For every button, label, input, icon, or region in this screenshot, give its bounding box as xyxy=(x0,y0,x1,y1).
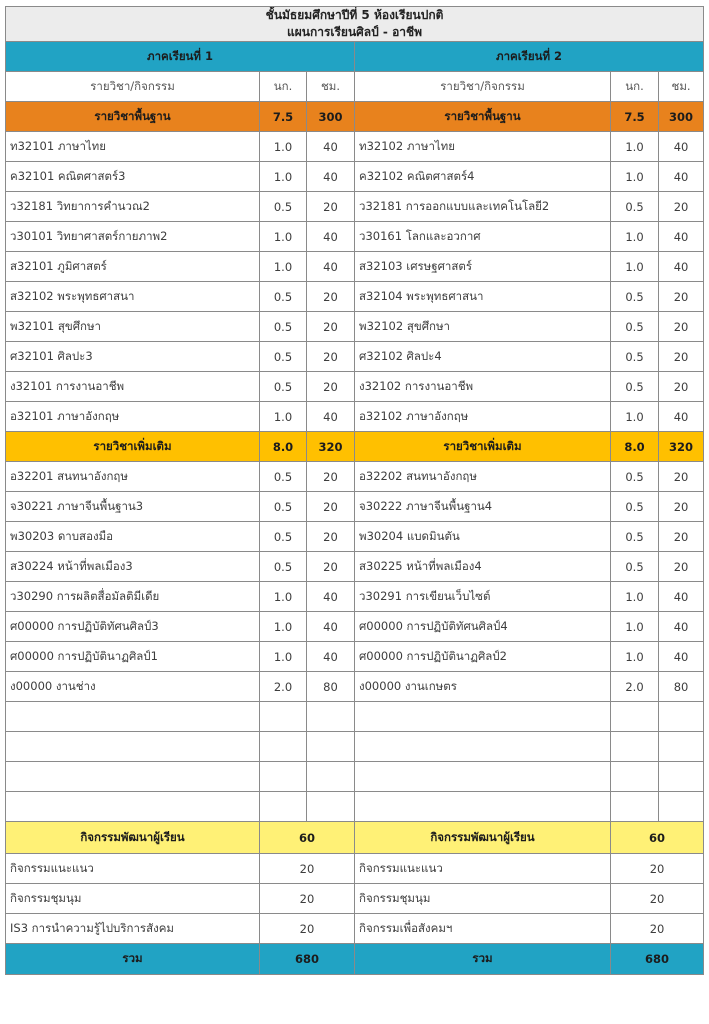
subject-credit: 1.0 xyxy=(611,132,659,162)
subject-hours: 20 xyxy=(307,552,355,582)
empty-cell xyxy=(307,762,355,792)
subject-name: ส32103 เศรษฐศาสตร์ xyxy=(355,252,611,282)
subject-hours: 20 xyxy=(659,552,704,582)
activity-label: กิจกรรมพัฒนาผู้เรียน xyxy=(6,822,260,854)
subject-credit: 0.5 xyxy=(260,312,307,342)
subject-hours: 20 xyxy=(659,522,704,552)
subject-name: ศ00000 การปฏิบัติทัศนศิลป์3 xyxy=(6,612,260,642)
subject-name: ว30291 การเขียนเว็บไซต์ xyxy=(355,582,611,612)
subject-name: พ30204 แบดมินตัน xyxy=(355,522,611,552)
empty-cell xyxy=(307,732,355,762)
empty-cell xyxy=(6,702,260,732)
subject-hours: 40 xyxy=(307,132,355,162)
extra-subject-row xyxy=(6,642,704,672)
empty-rows-body xyxy=(6,702,704,822)
subject-credit: 0.5 xyxy=(260,342,307,372)
table-title-row xyxy=(6,7,704,42)
basic-subject-row xyxy=(6,342,704,372)
subject-credit: 1.0 xyxy=(260,252,307,282)
subject-name: อ32202 สนทนาอังกฤษ xyxy=(355,462,611,492)
subject-name: ว30101 วิทยาศาสตร์กายภาพ2 xyxy=(6,222,260,252)
basic-subjects-label: รายวิชาพื้นฐาน xyxy=(355,102,611,132)
empty-cell xyxy=(611,732,659,762)
activity-name: กิจกรรมชุมนุม xyxy=(355,884,611,914)
subject-hours: 40 xyxy=(659,402,704,432)
extra-subjects-label: รายวิชาเพิ่มเติม xyxy=(6,432,260,462)
empty-cell xyxy=(611,702,659,732)
subject-name: พ32102 สุขศึกษา xyxy=(355,312,611,342)
column-header-row xyxy=(6,72,704,102)
total-label: รวม xyxy=(6,944,260,975)
empty-cell xyxy=(355,762,611,792)
basic-subject-row xyxy=(6,282,704,312)
extra-subject-row xyxy=(6,522,704,552)
subject-hours: 20 xyxy=(307,342,355,372)
activity-hours-total: 60 xyxy=(260,822,355,854)
basic-subjects-body xyxy=(6,132,704,432)
subject-credit: 2.0 xyxy=(611,672,659,702)
activity-row xyxy=(6,854,704,884)
activity-name: กิจกรรมแนะแนว xyxy=(6,854,260,884)
subject-hours: 40 xyxy=(659,582,704,612)
basic-credit-total: 7.5 xyxy=(260,102,307,132)
col-header-hours: ชม. xyxy=(307,72,355,102)
empty-cell xyxy=(260,702,307,732)
empty-row xyxy=(6,792,704,822)
activity-name: กิจกรรมชุมนุม xyxy=(6,884,260,914)
subject-credit: 1.0 xyxy=(260,612,307,642)
empty-cell xyxy=(355,792,611,822)
subject-hours: 20 xyxy=(659,282,704,312)
subject-name: ว32181 การออกแบบและเทคโนโลยี2 xyxy=(355,192,611,222)
subject-hours: 20 xyxy=(307,522,355,552)
subject-credit: 0.5 xyxy=(611,372,659,402)
empty-cell xyxy=(611,762,659,792)
subject-credit: 2.0 xyxy=(260,672,307,702)
activity-header-row xyxy=(6,822,704,854)
subject-credit: 0.5 xyxy=(611,462,659,492)
subject-hours: 20 xyxy=(307,312,355,342)
subject-hours: 20 xyxy=(307,462,355,492)
activity-row xyxy=(6,914,704,944)
empty-cell xyxy=(307,702,355,732)
empty-cell xyxy=(260,762,307,792)
semester-header-row xyxy=(6,42,704,72)
extra-credit-total: 8.0 xyxy=(260,432,307,462)
activity-name: กิจกรรมเพื่อสังคมฯ xyxy=(355,914,611,944)
subject-name: ศ00000 การปฏิบัตินาฏศิลป์1 xyxy=(6,642,260,672)
subject-name: ส30225 หน้าที่พลเมือง4 xyxy=(355,552,611,582)
subject-hours: 20 xyxy=(659,192,704,222)
subject-credit: 1.0 xyxy=(260,222,307,252)
subject-name: อ32201 สนทนาอังกฤษ xyxy=(6,462,260,492)
subject-credit: 1.0 xyxy=(611,582,659,612)
title-line-1: ชั้นมัธยมศึกษาปีที่ 5 ห้องเรียนปกติ xyxy=(265,8,444,22)
subject-hours: 20 xyxy=(307,372,355,402)
subject-credit: 0.5 xyxy=(611,282,659,312)
empty-row xyxy=(6,702,704,732)
subject-credit: 1.0 xyxy=(260,642,307,672)
empty-cell xyxy=(659,732,704,762)
subject-name: ศ32101 ศิลปะ3 xyxy=(6,342,260,372)
basic-subjects-header-row xyxy=(6,102,704,132)
basic-subject-row xyxy=(6,252,704,282)
basic-subject-row xyxy=(6,372,704,402)
extra-subjects-header-row xyxy=(6,432,704,462)
empty-cell xyxy=(6,732,260,762)
subject-hours: 40 xyxy=(307,612,355,642)
subject-hours: 40 xyxy=(659,162,704,192)
activity-hours: 20 xyxy=(611,914,704,944)
extra-subjects-body xyxy=(6,462,704,702)
subject-credit: 1.0 xyxy=(260,162,307,192)
activity-name: กิจกรรมแนะแนว xyxy=(355,854,611,884)
empty-cell xyxy=(659,792,704,822)
subject-name: ส32104 พระพุทธศาสนา xyxy=(355,282,611,312)
subject-credit: 0.5 xyxy=(260,492,307,522)
subject-name: ส32102 พระพุทธศาสนา xyxy=(6,282,260,312)
subject-credit: 1.0 xyxy=(611,252,659,282)
subject-hours: 40 xyxy=(307,582,355,612)
subject-credit: 1.0 xyxy=(260,132,307,162)
empty-cell xyxy=(260,792,307,822)
extra-subject-row xyxy=(6,492,704,522)
curriculum-table xyxy=(5,6,704,975)
subject-hours: 20 xyxy=(307,282,355,312)
empty-cell xyxy=(355,732,611,762)
subject-name: ว32181 วิทยาการคำนวณ2 xyxy=(6,192,260,222)
extra-hours-total: 320 xyxy=(307,432,355,462)
extra-subject-row xyxy=(6,612,704,642)
activity-hours: 20 xyxy=(611,854,704,884)
subject-name: อ32101 ภาษาอังกฤษ xyxy=(6,402,260,432)
extra-hours-total: 320 xyxy=(659,432,704,462)
subject-hours: 40 xyxy=(307,222,355,252)
subject-credit: 0.5 xyxy=(260,552,307,582)
subject-hours: 80 xyxy=(659,672,704,702)
subject-name: ศ00000 การปฏิบัติทัศนศิลป์4 xyxy=(355,612,611,642)
page-title xyxy=(6,7,704,42)
subject-name: ส32101 ภูมิศาสตร์ xyxy=(6,252,260,282)
basic-hours-total: 300 xyxy=(307,102,355,132)
activity-label: กิจกรรมพัฒนาผู้เรียน xyxy=(355,822,611,854)
extra-subjects-label: รายวิชาเพิ่มเติม xyxy=(355,432,611,462)
subject-hours: 40 xyxy=(307,402,355,432)
basic-subject-row xyxy=(6,222,704,252)
subject-credit: 1.0 xyxy=(611,402,659,432)
subject-credit: 1.0 xyxy=(611,642,659,672)
col-header-name: รายวิชา/กิจกรรม xyxy=(355,72,611,102)
empty-cell xyxy=(6,762,260,792)
subject-name: ศ00000 การปฏิบัตินาฏศิลป์2 xyxy=(355,642,611,672)
subject-name: จ30221 ภาษาจีนพื้นฐาน3 xyxy=(6,492,260,522)
subject-hours: 20 xyxy=(307,492,355,522)
col-header-credit: นก. xyxy=(260,72,307,102)
subject-credit: 0.5 xyxy=(611,552,659,582)
subject-hours: 40 xyxy=(659,252,704,282)
subject-hours: 20 xyxy=(659,342,704,372)
col-header-credit: นก. xyxy=(611,72,659,102)
empty-row xyxy=(6,762,704,792)
subject-name: ง00000 งานช่าง xyxy=(6,672,260,702)
activity-name: IS3 การนำความรู้ไปบริการสังคม xyxy=(6,914,260,944)
basic-subject-row xyxy=(6,132,704,162)
subject-credit: 1.0 xyxy=(611,162,659,192)
subject-credit: 0.5 xyxy=(260,192,307,222)
basic-subject-row xyxy=(6,162,704,192)
activity-hours: 20 xyxy=(260,914,355,944)
subject-credit: 1.0 xyxy=(260,582,307,612)
subject-hours: 40 xyxy=(659,642,704,672)
basic-subjects-label: รายวิชาพื้นฐาน xyxy=(6,102,260,132)
subject-hours: 40 xyxy=(307,162,355,192)
empty-row xyxy=(6,732,704,762)
subject-hours: 20 xyxy=(307,192,355,222)
extra-subject-row xyxy=(6,582,704,612)
subject-name: ท32102 ภาษาไทย xyxy=(355,132,611,162)
col-header-name: รายวิชา/กิจกรรม xyxy=(6,72,260,102)
subject-name: ค32102 คณิตศาสตร์4 xyxy=(355,162,611,192)
activity-rows-body xyxy=(6,854,704,944)
subject-hours: 20 xyxy=(659,312,704,342)
total-label: รวม xyxy=(355,944,611,975)
basic-subject-row xyxy=(6,402,704,432)
basic-subject-row xyxy=(6,192,704,222)
subject-hours: 20 xyxy=(659,462,704,492)
subject-name: ง32102 การงานอาชีพ xyxy=(355,372,611,402)
subject-name: ส30224 หน้าที่พลเมือง3 xyxy=(6,552,260,582)
subject-hours: 80 xyxy=(307,672,355,702)
empty-cell xyxy=(611,792,659,822)
subject-credit: 0.5 xyxy=(611,342,659,372)
activity-row xyxy=(6,884,704,914)
activity-hours: 20 xyxy=(611,884,704,914)
subject-credit: 0.5 xyxy=(260,522,307,552)
empty-cell xyxy=(659,702,704,732)
subject-credit: 0.5 xyxy=(611,312,659,342)
subject-hours: 40 xyxy=(307,642,355,672)
subject-credit: 1.0 xyxy=(611,612,659,642)
subject-credit: 1.0 xyxy=(611,222,659,252)
empty-cell xyxy=(307,792,355,822)
subject-credit: 0.5 xyxy=(260,282,307,312)
basic-subject-row xyxy=(6,312,704,342)
empty-cell xyxy=(659,762,704,792)
basic-credit-total: 7.5 xyxy=(611,102,659,132)
extra-subject-row xyxy=(6,462,704,492)
subject-credit: 0.5 xyxy=(611,192,659,222)
subject-credit: 1.0 xyxy=(260,402,307,432)
subject-credit: 0.5 xyxy=(260,462,307,492)
title-line-2: แผนการเรียนศิลป์ - อาชีพ xyxy=(286,25,423,39)
col-header-hours: ชม. xyxy=(659,72,704,102)
extra-subject-row xyxy=(6,672,704,702)
semester-1-header: ภาคเรียนที่ 1 xyxy=(6,42,355,72)
activity-hours-total: 60 xyxy=(611,822,704,854)
extra-subject-row xyxy=(6,552,704,582)
subject-credit: 0.5 xyxy=(260,372,307,402)
empty-cell xyxy=(6,792,260,822)
subject-hours: 40 xyxy=(659,132,704,162)
subject-hours: 40 xyxy=(659,612,704,642)
subject-name: ศ32102 ศิลปะ4 xyxy=(355,342,611,372)
subject-name: ค32101 คณิตศาสตร์3 xyxy=(6,162,260,192)
semester-2-header: ภาคเรียนที่ 2 xyxy=(355,42,704,72)
subject-name: พ32101 สุขศึกษา xyxy=(6,312,260,342)
subject-name: ง32101 การงานอาชีพ xyxy=(6,372,260,402)
subject-credit: 0.5 xyxy=(611,492,659,522)
total-hours: 680 xyxy=(260,944,355,975)
subject-name: ว30290 การผลิตสื่อมัลติมีเดีย xyxy=(6,582,260,612)
total-hours: 680 xyxy=(611,944,704,975)
subject-name: ง00000 งานเกษตร xyxy=(355,672,611,702)
empty-cell xyxy=(260,732,307,762)
total-row xyxy=(6,944,704,975)
extra-credit-total: 8.0 xyxy=(611,432,659,462)
basic-hours-total: 300 xyxy=(659,102,704,132)
subject-hours: 20 xyxy=(659,372,704,402)
subject-name: ว30161 โลกและอวกาศ xyxy=(355,222,611,252)
subject-hours: 40 xyxy=(307,252,355,282)
subject-name: จ30222 ภาษาจีนพื้นฐาน4 xyxy=(355,492,611,522)
empty-cell xyxy=(355,702,611,732)
activity-hours: 20 xyxy=(260,854,355,884)
subject-hours: 40 xyxy=(659,222,704,252)
subject-credit: 0.5 xyxy=(611,522,659,552)
subject-hours: 20 xyxy=(659,492,704,522)
activity-hours: 20 xyxy=(260,884,355,914)
subject-name: อ32102 ภาษาอังกฤษ xyxy=(355,402,611,432)
subject-name: พ30203 ดาบสองมือ xyxy=(6,522,260,552)
subject-name: ท32101 ภาษาไทย xyxy=(6,132,260,162)
